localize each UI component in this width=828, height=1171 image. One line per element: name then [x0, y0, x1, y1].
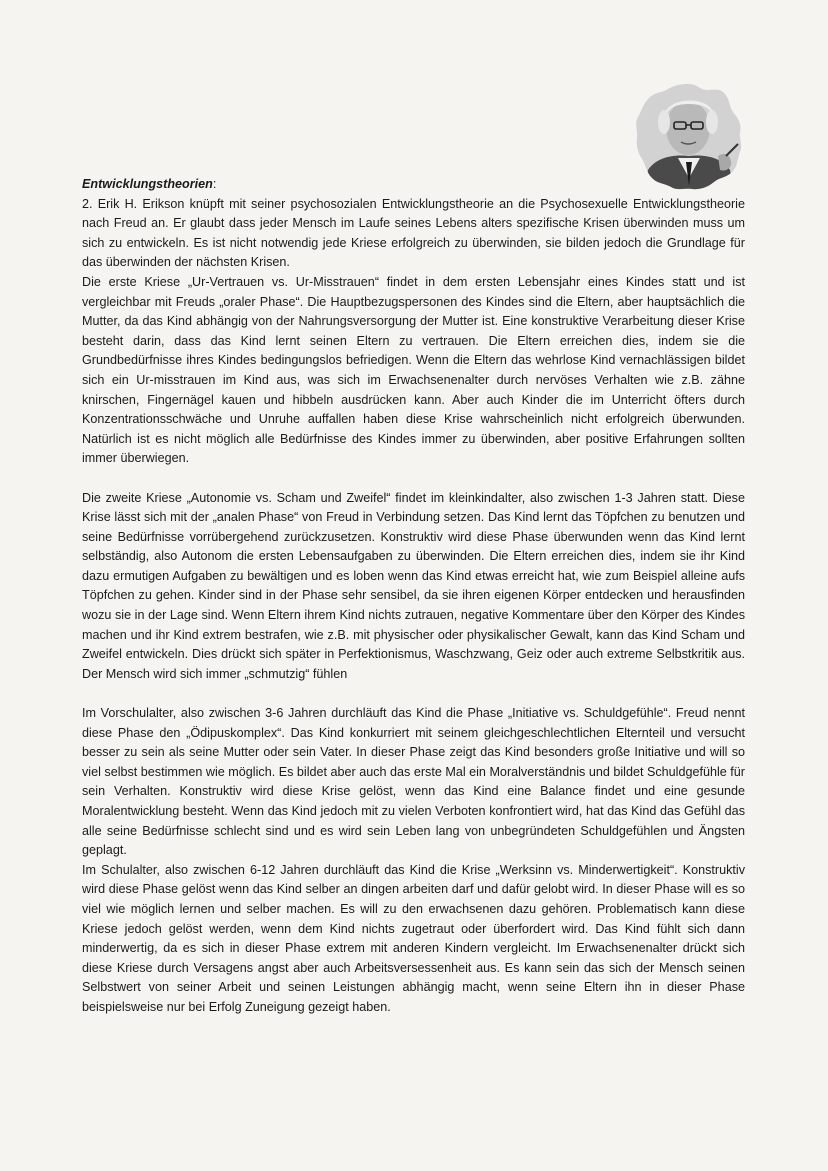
heading-colon: :: [212, 177, 217, 191]
heading-line: [82, 175, 745, 195]
paragraph-werksinn: Im Schulalter, also zwischen 6-12 Jahren durchläuft das Kind die Krise „Werksinn vs. Minderwertigkeit“. Konstruktiv wird diese Phase gelöst wenn das Kind selber an dingen arbeiten darf und dafür gelobt wird. In dieser Phase will es so viel wie möglich lernen und selber machen. Es will zu den erwachsenen dazu gehören. Problematisch kann diese Kriese jedoch gelöst werden, wenn dem Kind nichts zugetraut oder überfordert wird. Das Kind fühlt sich dann minderwertig, da es sich in dieser Phase extrem mit anderen Kindern vergleicht. Im Erwachsenenalter drückt sich diese Kriese durch Versagens angst aber auch Arbeitsversessenheit aus. Es kann sein das sich der Mensch seinen Selbstwert von seiner Arbeit und seinen Leistungen abhängig macht, wenn seine Eltern ihn in dieser Phase beispielsweise nur bei Erfolg Zuneigung gezeigt haben.: [82, 862, 745, 1014]
paragraph-initiative: Im Vorschulalter, also zwischen 3-6 Jahren durchläuft das Kind die Phase „Initiative vs. Schuldgefühle“. Freud nennt diese Phase den „Ödipuskomplex“. Das Kind konkurriert mit seinem gleichgeschlechtlichen Elternteil und versucht besser zu sein als seine Mutter oder sein Vater. In dieser Phase zeigt das Kind besonders große Initiative und will so viel selbst bestimmen wie möglich. Es bildet aber auch das erste Mal ein Moralverständnis und bildet Schuldgefühle für sein Verhalten. Konstruktiv wird diese Krise gelöst, wenn das Kind eine Balance findet und eine gesunde Moralentwicklung besteht. Wenn das Kind jedoch mit zu vielen Verboten konfrontiert wird, hat das Kind das Gefühl das alle seine Bedürfnisse schlecht sind und es wird sein Leben lang von unbegründeten Schuldgefühlen und Ängsten geplagt.: [82, 706, 745, 858]
section-heading: Entwicklungstheorien: [82, 177, 213, 191]
paragraph-urvertrauen: Die erste Kriese „Ur-Vertrauen vs. Ur-Misstrauen“ findet in dem ersten Lebensjahr eines Kindes statt und ist vergleichbar mit Freuds „oraler Phase“. Die Hauptbezugspersonen des Kindes sind die Eltern, aber hauptsächlich die Mutter, da das Kind abhängig von der Nahrungsversorgung der Mutter ist. Eine konstruktive Verarbeitung dieser Krise besteht darin, dass das Kind lernt seinen Eltern zu vertrauen. Die Eltern erreichen dies, indem sie die Grundbedürfnisse ihres Kindes bedingungslos befriedigen. Wenn die Eltern das wehrlose Kind vernachlässigen bildet sich ein Ur-misstrauen im Kind aus, was sich im Erwachsenenalter durch nervöses Verhalten wie z.B. zähne knirschen, Fingernägel kauen und hibbeln ausdrücken kann. Aber auch Kinder die im Unterricht öfters durch Konzentrationsschwäche und Unruhe auffallen haben diese Krise wahrscheinlich nicht erfolgreich überwunden. Natürlich ist es nicht möglich alle Bedürfnisse des Kindes immer zu überwinden, aber positive Erfahrungen sollten immer überwiegen.: [82, 274, 745, 466]
paragraph-autonomie: Die zweite Kriese „Autonomie vs. Scham und Zweifel“ findet im kleinkindalter, also zwischen 1-3 Jahren statt. Diese Krise lässt sich mit der „analen Phase“ von Freud in Verbindung setzen. Das Kind lernt das Töpfchen zu benutzen und seine Bedürfnisse vorrübergehend zurückzusetzen. Konstruktiv wird diese Phase überwunden wenn das Kind lernt selbständig, also Autonom die ersten Lebensaufgaben zu überwinden. Die Eltern erreichen dies, indem sie ihr Kind dazu ermutigen Aufgaben zu bewältigen und es loben wenn das Kind etwas erreicht hat, wie zum Beispiel alleine aufs Töpfchen zu gehen. Kinder sind in der Phase sehr sensibel, da sie ihren eigenen Körper entdecken und herausfinden wozu sie in der Lage sind. Wenn Eltern ihrem Kind nichts zutrauen, negative Kommentare über den Körper des Kindes machen und ihr Kind extrem bestrafen, wie z.B. mit physischer oder physikalischer Gewalt, kann das Kind Scham und Zweifel entwickeln. Dies drückt sich später in Perfektionismus, Waschzwang, Geiz oder auch extreme Selbstkritik aus. Der Mensch wird sich immer „schmutzig“ fühlen: [82, 490, 745, 681]
paragraph-intro: 2. Erik H. Erikson knüpft mit seiner psychosozialen Entwicklungstheorie an die Psychosexuelle Entwicklungstheorie nach Freud an. Er glaubt dass jeder Mensch im Laufe seines Lebens alters spezifische Krisen überwinden muss um sich zu entwickeln. Es ist nicht notwendig jede Kriese erfolgreich zu überwinden, sie bilden jedoch die Grundlage für das überwinden der nächsten Krisen.: [82, 196, 745, 270]
document-body: [82, 175, 745, 1018]
